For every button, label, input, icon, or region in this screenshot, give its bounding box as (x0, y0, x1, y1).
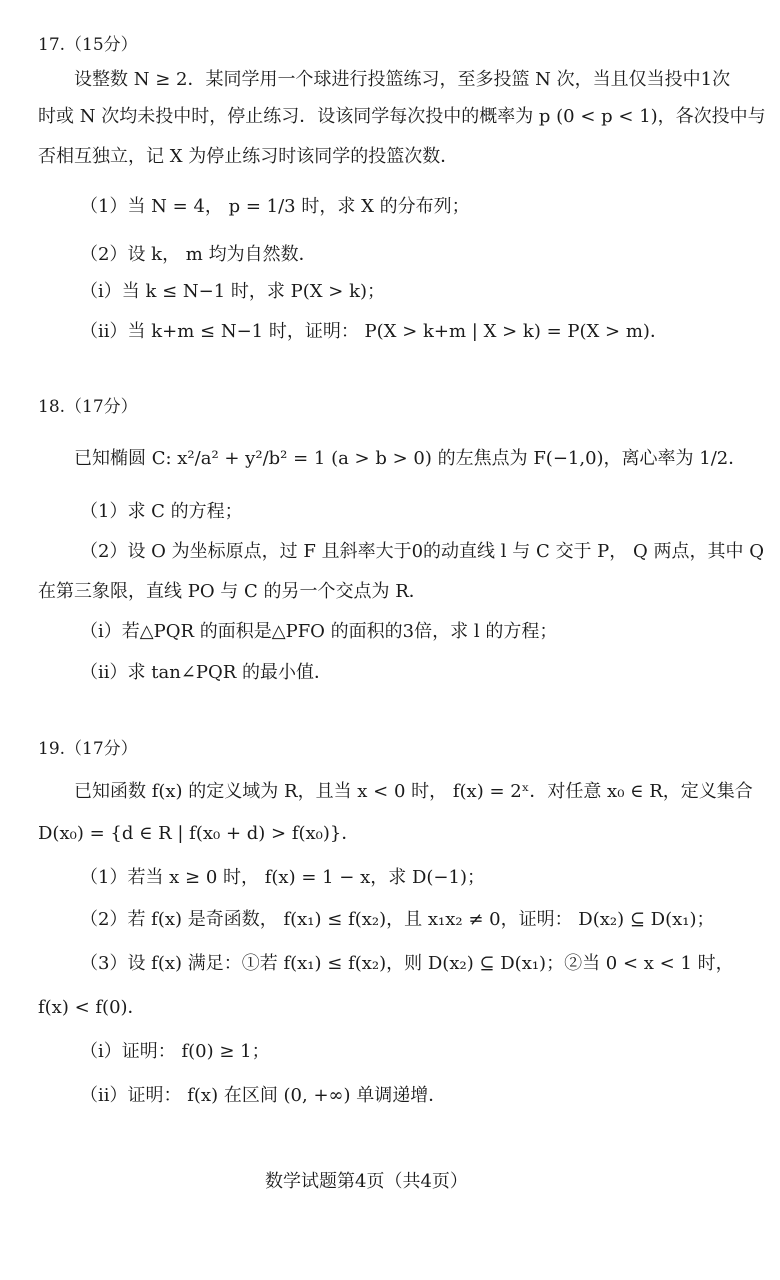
q19-part-3-line-2: f(x) < f(0)． (38, 997, 146, 1018)
q18-header: 18.（17分） (38, 397, 138, 417)
q17-part-2: （2）设 k， m 均为自然数． (80, 244, 317, 265)
q17-stem-line-3: 否相互独立，记 X 为停止练习时该同学的投篮次数． (38, 146, 459, 167)
q17-header: 17.（15分） (38, 35, 138, 55)
q17-part-2-ii: （ⅱ）当 k+m ≤ N−1 时，证明： P(X > k+m | X > k) = P(X > m)． (80, 321, 668, 342)
q19-header: 19.（17分） (38, 739, 138, 759)
q19-part-2: （2）若 f(x) 是奇函数， f(x₁) ≤ f(x₂)，且 x₁x₂ ≠ 0，证明： D(x₂) ⊆ D(x₁)； (80, 909, 715, 930)
q17-stem-line-2: 时或 N 次均未投中时，停止练习．设该同学每次投中的概率为 p (0 < p < 1)，各次投中与 (38, 106, 766, 127)
q19-part-1: （1）若当 x ≥ 0 时， f(x) = 1 − x，求 D(−1)； (80, 867, 485, 888)
page-footer: 数学试题第4页（共4页） (265, 1171, 468, 1192)
q17-part-1: （1）当 N = 4， p = 1/3 时，求 X 的分布列； (80, 196, 470, 217)
q18-part-1: （1）求 C 的方程； (80, 501, 243, 522)
q18-part-2-line-1: （2）设 O 为坐标原点，过 F 且斜率大于0的动直线 l 与 C 交于 P， Q 两点，其中 Q (80, 541, 764, 562)
q17-part-2-i: （ⅰ）当 k ≤ N−1 时，求 P(X > k)； (80, 281, 386, 302)
q18-stem: 已知椭圆 C: x²/a² + y²/b² = 1 (a > b > 0) 的左焦点为 F(−1,0)，离心率为 1/2． (74, 448, 747, 469)
q18-part-2-ii: （ⅱ）求 tan∠PQR 的最小值． (80, 662, 333, 683)
q19-part-3-ii: （ⅱ）证明： f(x) 在区间 (0, +∞) 单调递增． (80, 1085, 447, 1106)
q18-part-2-i: （ⅰ）若△PQR 的面积是△PFO 的面积的3倍，求 l 的方程； (80, 621, 558, 642)
q19-part-3-i: （ⅰ）证明： f(0) ≥ 1； (80, 1041, 270, 1062)
q19-part-3-line-1: （3）设 f(x) 满足：①若 f(x₁) ≤ f(x₂)，则 D(x₂) ⊆ D(x₁)；②当 0 < x < 1 时， (80, 953, 734, 974)
q19-stem-line-1: 已知函数 f(x) 的定义域为 R，且当 x < 0 时， f(x) = 2ˣ．对任意 x₀ ∈ R，定义集合 (74, 781, 753, 802)
q18-part-2-line-2: 在第三象限，直线 PO 与 C 的另一个交点为 R． (38, 581, 427, 602)
q19-stem-line-2: D(x₀) = {d ∈ R | f(x₀ + d) > f(x₀)}． (38, 823, 360, 844)
q17-stem-line-1: 设整数 N ≥ 2．某同学用一个球进行投篮练习，至多投篮 N 次，当且仅当投中1次 (74, 69, 731, 90)
